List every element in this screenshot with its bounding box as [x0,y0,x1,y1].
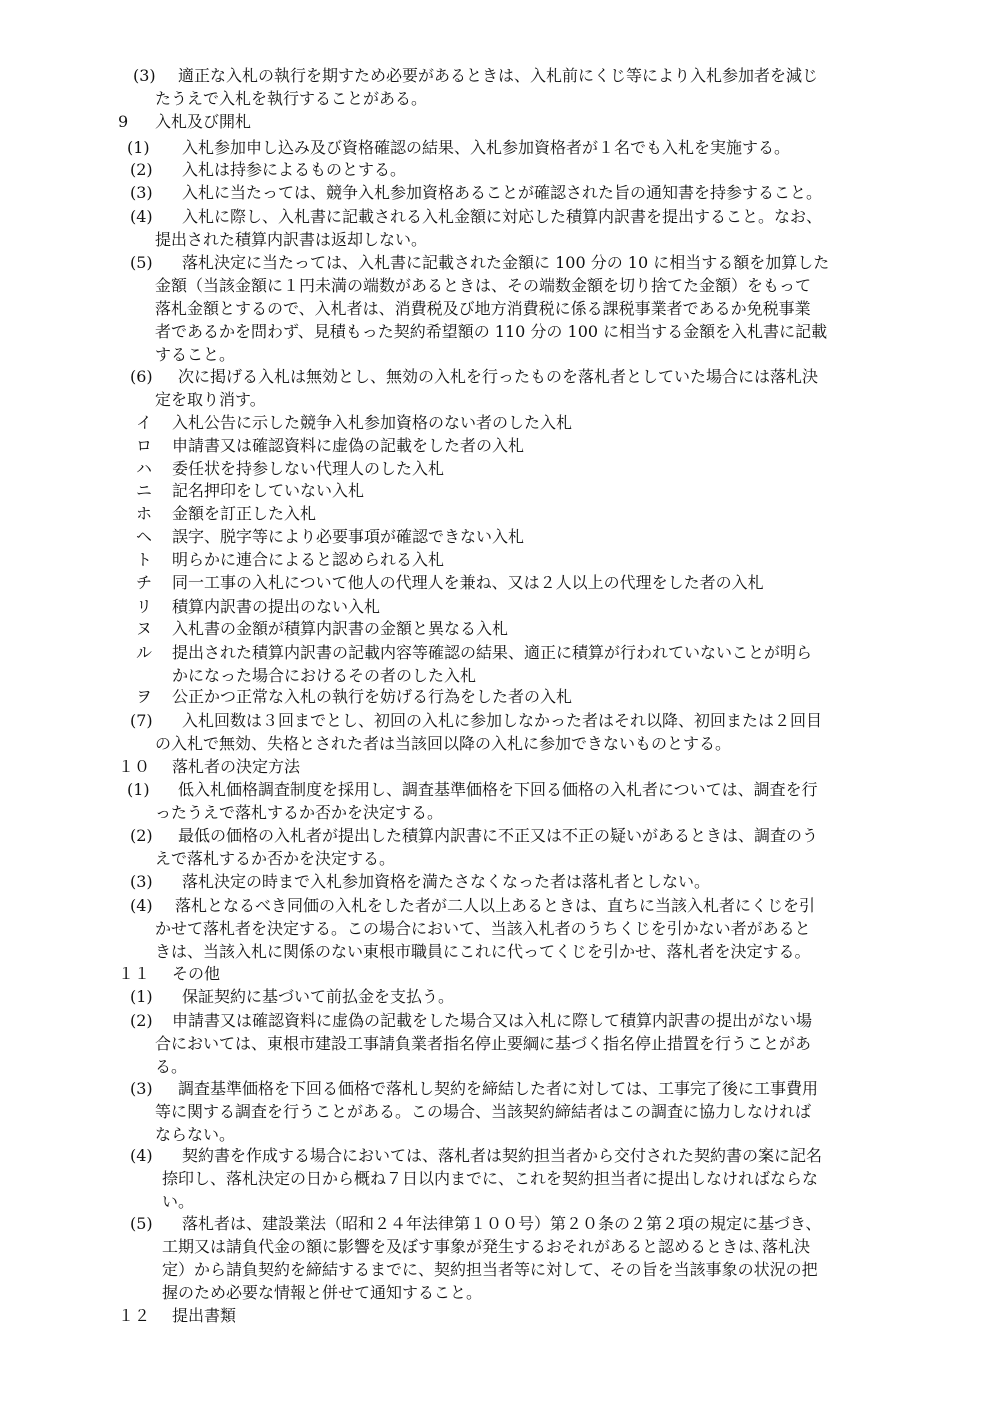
paragraph-continuation-line [162,1283,482,1303]
item-marker: (5) [130,1214,153,1233]
paragraph-first-line [136,643,812,663]
paragraph-continuation-line [155,734,731,754]
paragraph-first-line [127,780,818,800]
item-marker: (6) [130,367,153,386]
item-marker: １１ [118,964,151,983]
paragraph-continuation-line [155,803,443,823]
item-marker: ヲ [136,687,153,706]
paragraph-text: 入札に際し、入札書に記載される入札金額に対応した積算内訳書を提出すること。なお、 [182,207,823,226]
paragraph-first-line [130,1146,822,1166]
paragraph-text: 落札決定に当たっては、入札書に記載された金額に 100 分の 10 に相当する額を加算した [182,253,830,272]
paragraph-text: 落札者の決定方法 [172,757,301,776]
paragraph-continuation-line [155,322,827,342]
paragraph-text: たうえで入札を執行することがある。 [155,89,428,108]
paragraph-text: 落札となるべき同価の入札をした者が二人以上あるときは、直ちに当該入札者にくじを引 [175,896,816,915]
paragraph-first-line [136,597,380,617]
paragraph-text: 記名押印をしていない入札 [172,481,365,500]
paragraph-text: 捺印し、落札決定の日から概ね７日以内までに、これを契約担当者に提出しなければならな [162,1169,819,1188]
paragraph-first-line [136,619,508,639]
paragraph-continuation-line [162,1169,818,1189]
paragraph-text: 工期又は請負代金の額に影響を及ぼす事象が発生するおそれがあると認めるときは､落札決 [162,1237,811,1256]
paragraph-text: ったうえで落札するか否かを決定する。 [155,803,444,822]
paragraph-continuation-line [155,1034,811,1054]
paragraph-first-line [130,1011,812,1031]
item-marker: (3) [130,183,153,202]
item-marker: イ [136,413,153,432]
paragraph-text: 金額（当該金額に１円未満の端数があるときは、その端数金額を切り捨てた金額）をもって [155,276,812,295]
paragraph-continuation-line [155,919,811,939]
item-marker: ロ [136,436,153,455]
paragraph-text: 契約書を作成する場合においては、落札者は契約担当者から交付された契約書の案に記名 [182,1146,823,1165]
paragraph-continuation-line [155,1125,235,1145]
paragraph-first-line [136,527,524,547]
item-marker: (4) [130,1146,153,1165]
paragraph-first-line [136,550,444,570]
paragraph-text: 次に掲げる入札は無効とし、無効の入札を行ったものを落札者としていた場合には落札決 [178,367,819,386]
item-marker: １２ [118,1306,151,1325]
paragraph-first-line [136,687,572,707]
item-marker: (1) [127,780,150,799]
paragraph-continuation-line [162,1260,818,1280]
paragraph-first-line [130,207,822,227]
paragraph-first-line [118,757,300,777]
paragraph-text: 同一工事の入札について他人の代理人を兼ね、又は２人以上の代理をした者の入札 [172,573,764,592]
paragraph-first-line [130,160,406,180]
paragraph-first-line [130,872,710,892]
paragraph-text: 入札参加申し込み及び資格確認の結果、入札参加資格者が１名でも入札を実施する。 [182,138,791,157]
paragraph-continuation-line [162,1192,194,1212]
item-marker: チ [136,573,153,592]
paragraph-text: 入札は持参によるものとする。 [182,160,407,179]
paragraph-text: えで落札するか否かを決定する。 [155,849,396,868]
paragraph-text: 入札公告に示した競争入札参加資格のない者のした入札 [172,413,573,432]
paragraph-first-line [130,367,818,387]
paragraph-first-line [130,253,829,273]
item-marker: (1) [130,987,153,1006]
paragraph-text: 落札者は、建設業法（昭和２４年法律第１００号）第２０条の２第２項の規定に基づき、 [182,1214,822,1233]
paragraph-first-line [136,573,764,593]
item-marker: ト [136,550,153,569]
paragraph-first-line [118,112,251,132]
paragraph-text: 申請書又は確認資料に虚偽の記載をした者の入札 [172,436,525,455]
paragraph-text: 等に関する調査を行うことがある。この場合、当該契約締結者はこの調査に協力しなければ [155,1102,812,1121]
paragraph-text: 合においては、東根市建設工事請負業者指名停止要綱に基づく指名停止措置を行うことがあ [155,1034,812,1053]
paragraph-first-line [118,1306,236,1326]
paragraph-first-line [130,826,818,846]
paragraph-text: 明らかに連合によると認められる入札 [172,550,445,569]
paragraph-text: 落札金額とするので、入札者は、消費税及び地方消費税に係る課税事業者であるか免税事業 [155,299,811,318]
paragraph-first-line [136,436,524,456]
paragraph-text: る。 [155,1057,188,1076]
paragraph-first-line [130,896,815,916]
paragraph-text: 握のため必要な情報と併せて通知すること。 [162,1283,483,1302]
paragraph-continuation-line [162,1237,810,1257]
item-marker: (5) [130,253,153,272]
paragraph-continuation-line [155,1057,187,1077]
item-marker: (2) [130,826,153,845]
paragraph-text: 提出された積算内訳書は返却しない。 [155,230,428,249]
paragraph-text: 保証契約に基づいて前払金を支払う。 [182,987,455,1006]
item-marker: (2) [130,1011,153,1030]
paragraph-continuation-line [155,1102,811,1122]
paragraph-text: 公正かつ正常な入札の執行を妨げる行為をした者の入札 [172,687,573,706]
item-marker: ル [136,643,153,662]
paragraph-first-line [118,964,220,984]
paragraph-text: 誤字、脱字等により必要事項が確認できない入札 [172,527,525,546]
paragraph-continuation-line [172,666,476,686]
item-marker: ハ [136,459,153,478]
paragraph-text: 者であるかを問わず、見積もった契約希望額の 110 分の 100 に相当する金額を入札書に記載 [155,322,828,341]
item-marker: ヘ [136,527,153,546]
paragraph-first-line [127,138,790,158]
paragraph-first-line [130,711,822,731]
item-marker: １０ [118,757,151,776]
paragraph-text: 定）から請負契約を締結するまでに、契約担当者等に対して、その旨を当該事象の状況の把 [162,1260,818,1279]
paragraph-text: 入札及び開札 [155,112,252,131]
paragraph-text: かせて落札者を決定する。この場合において、当該入札者のうちくじを引かない者があると [155,919,811,938]
item-marker: ニ [136,481,153,500]
paragraph-text: きは、当該入札に関係のない東根市職員にこれに代ってくじを引かせ、落札者を決定する。 [155,942,811,961]
item-marker: 9 [118,112,129,131]
item-marker: ホ [136,504,153,523]
paragraph-continuation-line [155,849,395,869]
paragraph-text: 落札決定の時まで入札参加資格を満たさなくなった者は落札者としない。 [182,872,711,891]
paragraph-text: 提出書類 [172,1306,237,1325]
paragraph-first-line [130,1214,821,1234]
paragraph-text: 積算内訳書の提出のない入札 [172,597,381,616]
paragraph-continuation-line [155,345,235,365]
paragraph-text: 委任状を持参しない代理人のした入札 [172,459,445,478]
item-marker: (4) [130,896,153,915]
paragraph-text: 入札書の金額が積算内訳書の金額と異なる入札 [172,619,509,638]
paragraph-text: 金額を訂正した入札 [172,504,317,523]
item-marker: (7) [130,711,153,730]
paragraph-first-line [136,481,364,501]
paragraph-first-line [136,504,316,524]
item-marker: (1) [127,138,150,157]
paragraph-continuation-line [155,299,811,319]
item-marker: リ [136,597,153,616]
paragraph-text: 適正な入札の執行を期すため必要があるときは、入札前にくじ等により入札参加者を減じ [178,66,819,85]
item-marker: (4) [130,207,153,226]
paragraph-text: 入札回数は３回までとし、初回の入札に参加しなかった者はそれ以降、初回または２回目 [182,711,823,730]
paragraph-text: の入札で無効、失格とされた者は当該回以降の入札に参加できないものとする。 [155,734,732,753]
paragraph-text: 低入札価格調査制度を採用し、調査基準価格を下回る価格の入札者については、調査を行 [178,780,818,799]
paragraph-text: 最低の価格の入札者が提出した積算内訳書に不正又は不正の疑いがあるときは、調査のう [178,826,819,845]
paragraph-text: すること。 [155,345,236,364]
paragraph-continuation-line [155,942,811,962]
paragraph-continuation-line [155,390,266,410]
paragraph-text: ならない。 [155,1125,236,1144]
paragraph-first-line [136,413,572,433]
paragraph-text: その他 [172,964,221,983]
item-marker: (3) [130,1079,153,1098]
paragraph-text: 申請書又は確認資料に虚偽の記載をした場合又は入札に際して積算内訳書の提出がない場 [172,1011,813,1030]
item-marker: ヌ [136,619,153,638]
paragraph-text: 調査基準価格を下回る価格で落札し契約を締結した者に対しては、工事完了後に工事費用 [178,1079,819,1098]
paragraph-first-line [130,183,822,203]
item-marker: (3) [130,872,153,891]
paragraph-text: 提出された積算内訳書の記載内容等確認の結果、適正に積算が行われていないことが明ら [172,643,813,662]
paragraph-continuation-line [155,89,427,109]
paragraph-first-line [133,66,818,86]
paragraph-text: い。 [162,1192,195,1211]
paragraph-continuation-line [155,276,811,296]
paragraph-first-line [136,459,444,479]
item-marker: (3) [133,66,156,85]
paragraph-text: 入札に当たっては、競争入札参加資格あることが確認された旨の通知書を持参すること。 [182,183,823,202]
item-marker: (2) [130,160,153,179]
paragraph-continuation-line [155,230,427,250]
paragraph-first-line [130,987,454,1007]
paragraph-text: かになった場合におけるその者のした入札 [172,666,477,685]
paragraph-text: 定を取り消す。 [155,390,266,409]
paragraph-first-line [130,1079,818,1099]
